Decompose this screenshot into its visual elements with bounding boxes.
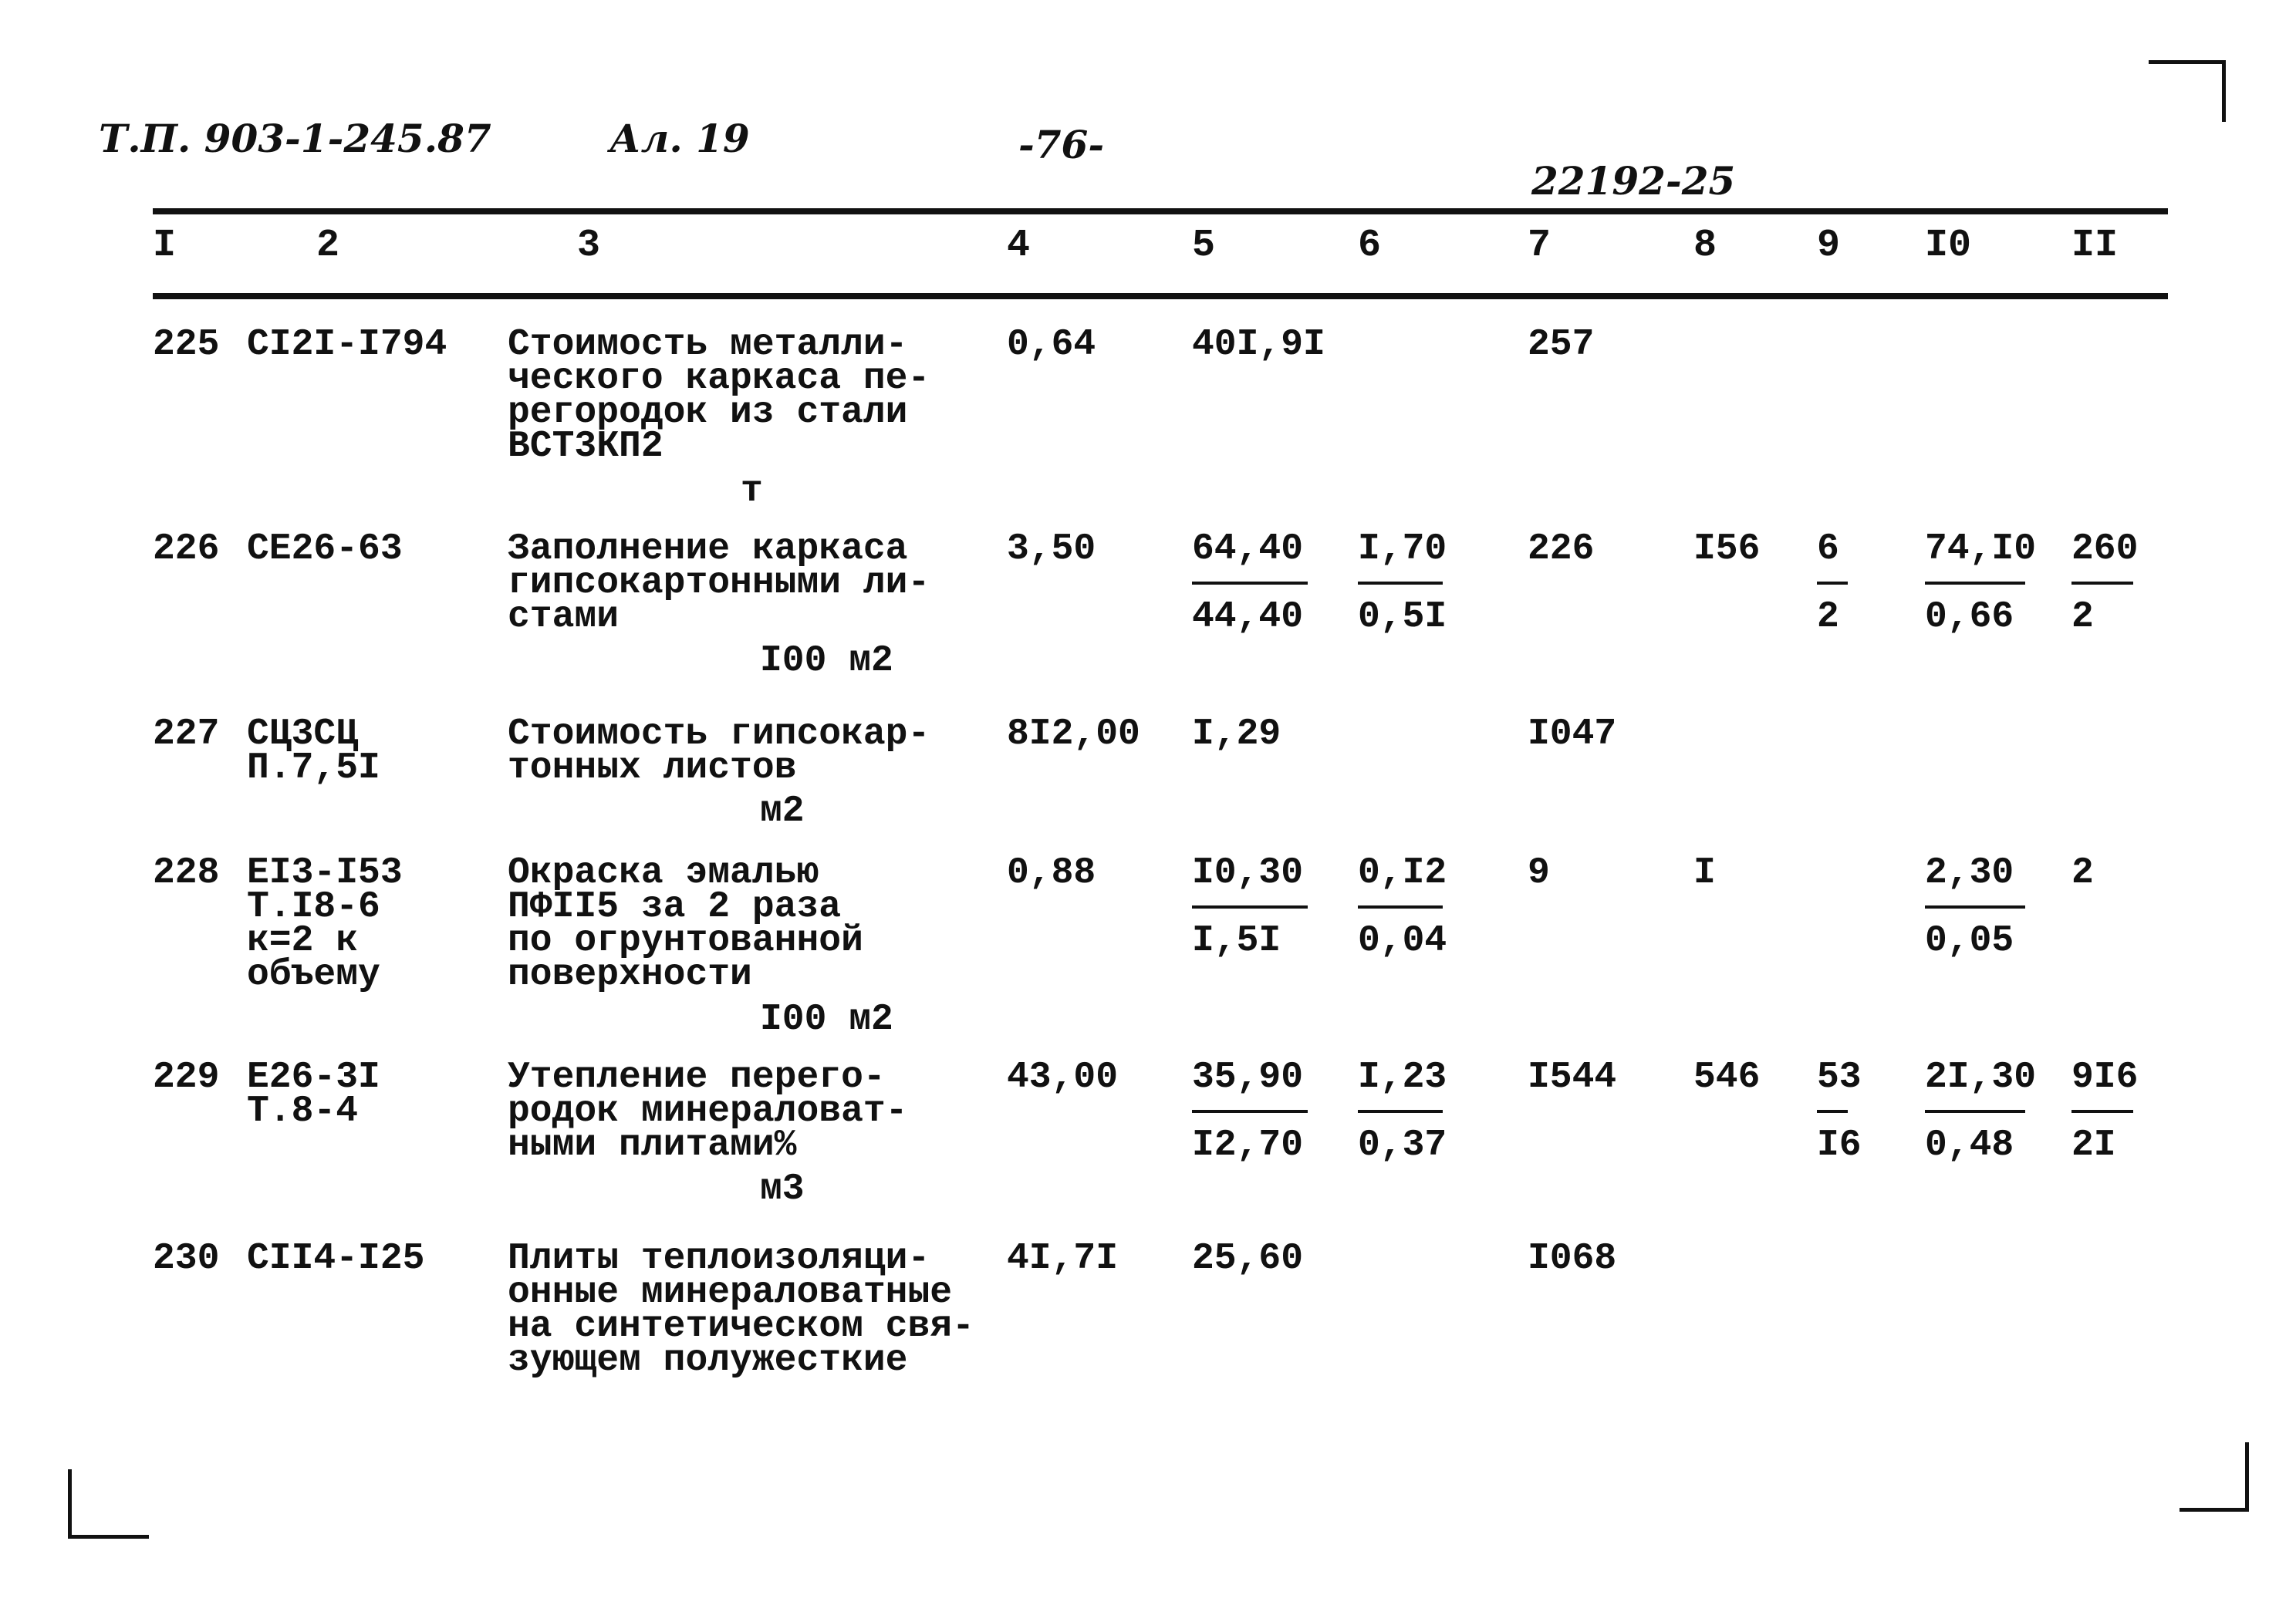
wage-cost [1358,528,1458,638]
column-number: 9 [1817,224,1841,268]
total-labor-fraction-bar [2071,1110,2133,1113]
labor-hours-fraction-bar [1925,582,2025,585]
total-labor [2071,1057,2149,1166]
rate-code: СII4-I25 [247,1238,425,1280]
row-number: 230 [153,1238,220,1280]
total-labor-denominator: 2I [2071,1125,2116,1166]
column-number: I0 [1925,224,1972,268]
labor-cost-denominator: I6 [1817,1125,1862,1166]
wage-cost-fraction-bar [1358,582,1443,585]
unit-cost-numerator: 35,90 [1192,1057,1304,1098]
album-number: Ал. 19 [609,116,750,161]
total-cost: 226 [1528,528,1595,570]
sheet-code: 22192-25 [1531,158,1736,204]
rate-code: СI2I-I794 [247,324,447,366]
unit-of-measure: м3 [760,1168,805,1210]
labor-hours-fraction-bar [1925,905,2025,909]
rate-code: СЕ26-63 [247,528,403,570]
labor-cost-fraction-bar [1817,1110,1848,1113]
column-number: 8 [1693,224,1717,268]
labor-hours [1925,1057,2041,1166]
unit-cost-denominator: I2,70 [1192,1125,1304,1166]
corner-mark-bottom-right [2180,1508,2249,1512]
labor-cost-fraction-bar [1817,582,1848,585]
quantity: 4I,7I [1007,1238,1119,1280]
total-labor-denominator: 2 [2071,596,2094,638]
unit-of-measure: I00 м2 [760,999,893,1040]
wage-cost-numerator: I,70 [1358,528,1447,570]
work-description: Утепление перего- родок минераловат- ными плитами% [508,1057,908,1166]
wage-cost-denominator: 0,5I [1358,596,1447,638]
wage-cost-fraction-bar [1358,1110,1443,1113]
column-number: 5 [1192,224,1216,268]
total-cost: I068 [1528,1238,1617,1280]
corner-mark-bottom-left-v [68,1469,72,1539]
column-number: 6 [1358,224,1382,268]
quantity: 0,64 [1007,324,1096,366]
quantity: 3,50 [1007,528,1096,570]
column-number: I [153,224,177,268]
unit-cost-numerator: I,29 [1192,713,1281,755]
total-labor-numerator: 9I6 [2071,1057,2139,1098]
labor-hours-numerator: 74,I0 [1925,528,2037,570]
corner-mark-bottom-left [68,1535,149,1539]
row-number: 228 [153,852,220,894]
unit-cost-fraction-bar [1192,905,1308,909]
row-number: 227 [153,713,220,755]
column-number: 4 [1007,224,1031,268]
work-description: Окраска эмалью ПФII5 за 2 раза по огрунтованной поверхности [508,852,863,996]
labor-cost-numerator: 6 [1817,528,1839,570]
column-number: 3 [577,224,601,268]
unit-of-measure: I00 м2 [760,640,893,682]
work-description: Стоимость гипсокар- тонных листов [508,713,930,789]
labor-hours [1925,852,2041,962]
labor-hours-fraction-bar [1925,1110,2025,1113]
labor-cost-numerator: 53 [1817,1057,1862,1098]
labor-hours [1925,528,2041,638]
work-description: Плиты теплоизоляци- онные минераловатные на синтетическом свя- зующем полужесткие [508,1238,974,1381]
unit-cost-numerator: 25,60 [1192,1238,1304,1280]
labor-hours-denominator: 0,48 [1925,1125,2014,1166]
unit-cost-denominator: I,5I [1192,920,1281,962]
table-header-rule [153,293,2168,299]
unit-cost [1192,528,1323,638]
wage-cost-denominator: 0,37 [1358,1125,1447,1166]
unit-of-measure: м2 [760,791,805,832]
wage-cost-denominator: 0,04 [1358,920,1447,962]
total-labor [2071,528,2149,638]
row-number: 225 [153,324,220,366]
column-number: 7 [1528,224,1551,268]
wage-cost-numerator: 0,I2 [1358,852,1447,894]
total-cost: 257 [1528,324,1595,366]
unit-cost-fraction-bar [1192,1110,1308,1113]
corner-mark-top-right-v [2222,60,2226,122]
wages-total: I [1693,852,1716,894]
wages-total: I56 [1693,528,1761,570]
wage-cost-numerator: I,23 [1358,1057,1447,1098]
rate-code: СЦ3СЦ П.7,5I [247,713,380,789]
labor-cost [1817,528,1863,638]
quantity: 8I2,00 [1007,713,1140,755]
labor-hours-numerator: 2I,30 [1925,1057,2037,1098]
work-description: Стоимость металли- ческого каркаса пе- регородок из стали ВСТ3КП2 [508,324,930,467]
doc-code: Т.П. 903-1-245.87 [99,116,491,161]
unit-cost [1192,852,1323,962]
labor-hours-numerator: 2,30 [1925,852,2014,894]
unit-cost-denominator: 44,40 [1192,596,1304,638]
total-labor-numerator: 2 [2071,852,2094,894]
total-cost: 9 [1528,852,1550,894]
total-labor [2071,852,2149,894]
wage-cost-fraction-bar [1358,905,1443,909]
unit-of-measure: т [741,470,763,512]
labor-hours-denominator: 0,66 [1925,596,2014,638]
labor-hours-denominator: 0,05 [1925,920,2014,962]
rate-code: Е26-3I Т.8-4 [247,1057,380,1132]
column-number: II [2071,224,2119,268]
rate-code: ЕI3-I53 Т.I8-6 к=2 к объему [247,852,403,996]
total-labor-numerator: 260 [2071,528,2139,570]
wage-cost [1358,852,1458,962]
total-cost: I047 [1528,713,1617,755]
quantity: 43,00 [1007,1057,1119,1098]
unit-cost [1192,1238,1323,1280]
unit-cost [1192,1057,1323,1166]
unit-cost-numerator: I0,30 [1192,852,1304,894]
corner-mark-bottom-right-v [2245,1442,2249,1512]
unit-cost [1192,713,1323,755]
wage-cost [1358,1057,1458,1166]
column-number: 2 [316,224,340,268]
total-labor-fraction-bar [2071,582,2133,585]
unit-cost-numerator: 40I,9I [1192,324,1325,366]
page-number: -76- [1018,122,1105,167]
unit-cost-numerator: 64,40 [1192,528,1304,570]
total-cost: I544 [1528,1057,1617,1098]
wages-total: 546 [1693,1057,1761,1098]
table-top-rule [153,208,2168,214]
unit-cost-fraction-bar [1192,582,1308,585]
unit-cost [1192,324,1325,366]
row-number: 226 [153,528,220,570]
work-description: Заполнение каркаса гипсокартонными ли- стами [508,528,930,638]
labor-cost [1817,1057,1863,1166]
quantity: 0,88 [1007,852,1096,894]
row-number: 229 [153,1057,220,1098]
corner-mark-top-right [2149,60,2226,64]
labor-cost-denominator: 2 [1817,596,1839,638]
